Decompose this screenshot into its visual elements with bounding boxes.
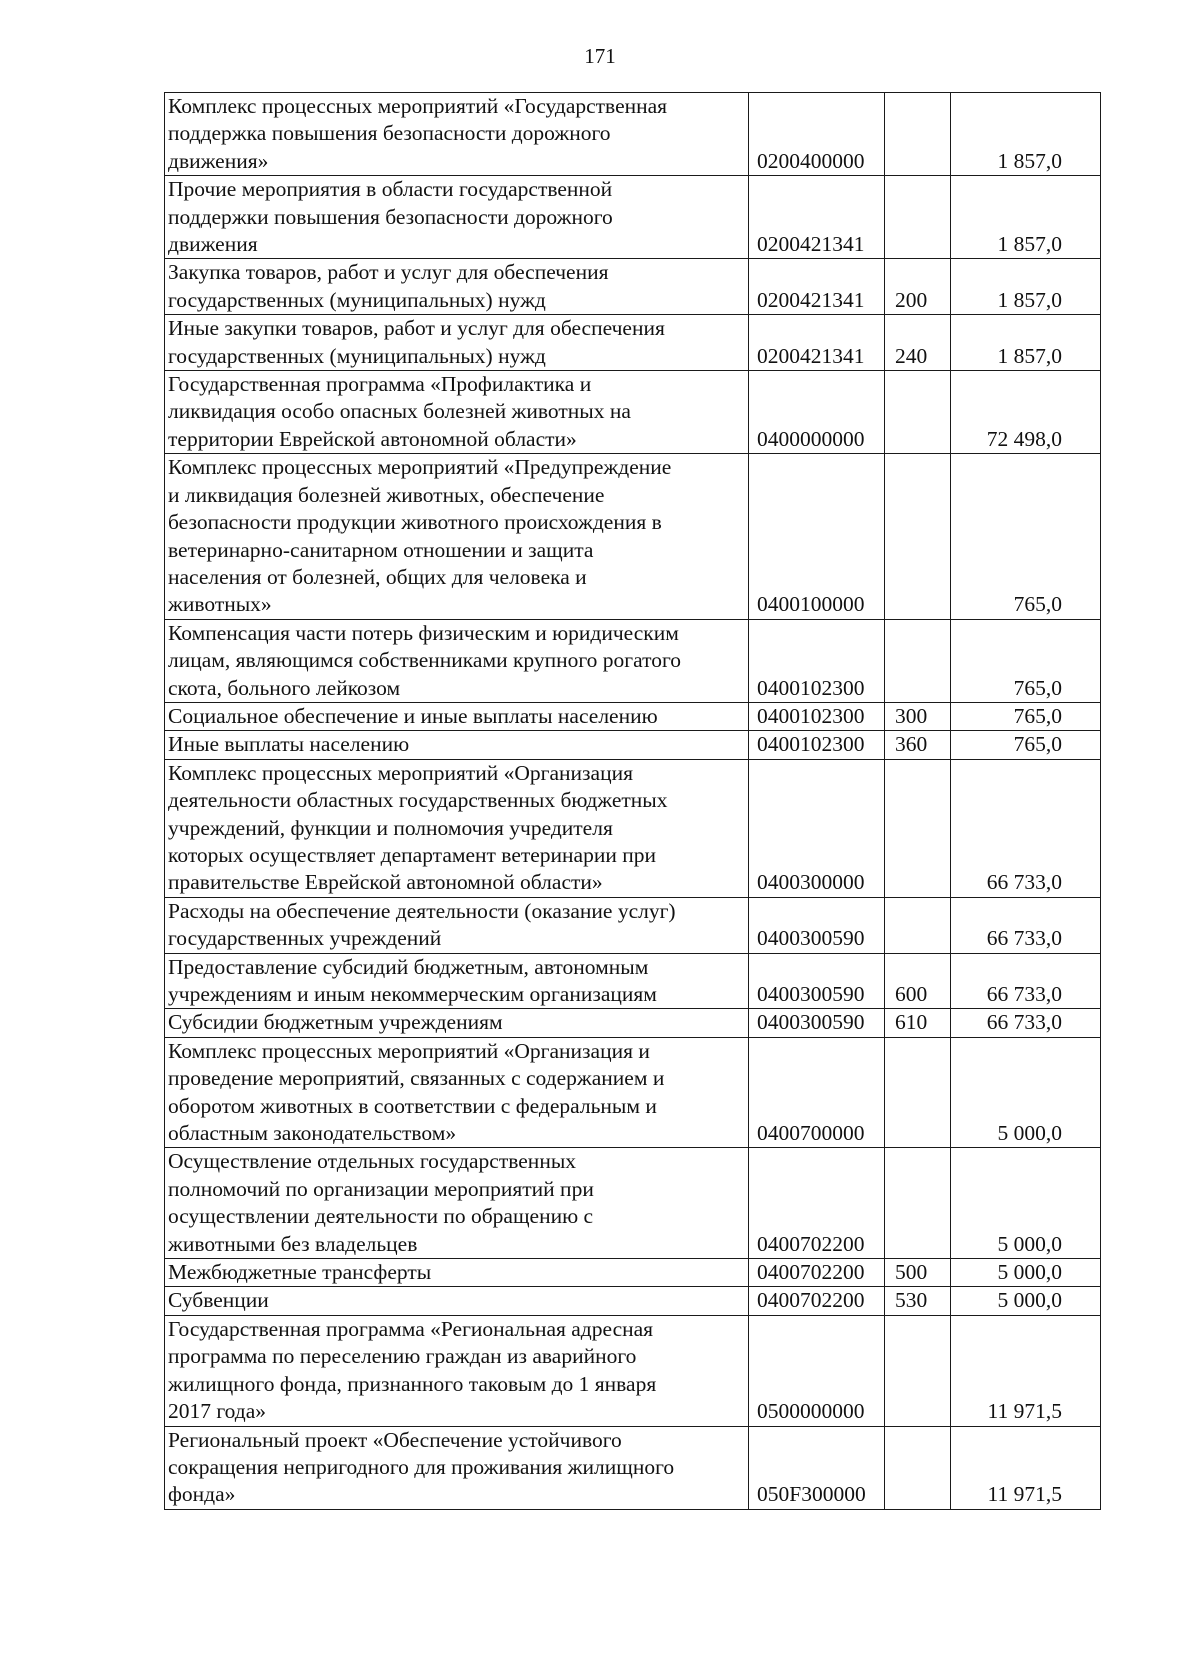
row-name-line: государственных (муниципальных) нужд: [168, 343, 546, 368]
expense-type-code: [885, 1426, 951, 1509]
table-row: [165, 1037, 1101, 1148]
amount-value: 72 498,0: [951, 371, 1101, 454]
target-article-code: 0400000000: [749, 371, 885, 454]
row-name-line: ветеринарно-санитарном отношении и защита: [168, 537, 594, 562]
row-name-line: населения от болезней, общих для человека и: [168, 564, 587, 589]
row-name-cell: [165, 259, 749, 315]
expense-type-code: 610: [885, 1009, 951, 1037]
row-name-line: Комплекс процессных мероприятий «Организация: [168, 760, 633, 785]
row-name-line: правительстве Еврейской автономной области»: [168, 870, 603, 895]
table-row: [165, 315, 1101, 371]
table-row: [165, 1259, 1101, 1287]
row-name-line: безопасности продукции животного происхождения в: [168, 510, 662, 535]
target-article-code: 0400702200: [749, 1148, 885, 1259]
row-name-cell: [165, 454, 749, 619]
budget-table-body: [165, 93, 1101, 1510]
expense-type-code: [885, 897, 951, 953]
row-name-line: областным законодательством»: [168, 1121, 457, 1146]
amount-value: 66 733,0: [951, 953, 1101, 1009]
amount-value: 11 971,5: [951, 1315, 1101, 1426]
target-article-code: 0200421341: [749, 259, 885, 315]
row-name-line: животных»: [168, 592, 272, 617]
page-number: 171: [584, 44, 616, 68]
row-name-cell: [165, 1287, 749, 1315]
row-name-line: деятельности областных государственных бюджетных: [168, 788, 668, 813]
expense-type-code: [885, 1148, 951, 1259]
row-name-line: скота, больного лейкозом: [168, 675, 401, 700]
row-name-line: движения»: [168, 148, 269, 173]
row-name-line: лицам, являющимся собственниками крупного рогатого: [168, 648, 681, 673]
target-article-code: 0400300590: [749, 1009, 885, 1037]
budget-table: [164, 92, 1101, 1510]
row-name-line: 2017 года»: [168, 1399, 267, 1424]
amount-value: 1 857,0: [951, 93, 1101, 176]
row-name-line: Осуществление отдельных государственных: [168, 1149, 577, 1174]
target-article-code: 0200400000: [749, 93, 885, 176]
target-article-code: 0400300000: [749, 759, 885, 897]
expense-type-code: 200: [885, 259, 951, 315]
row-name-cell: [165, 1259, 749, 1287]
row-name-line: Компенсация части потерь физическим и юридическим: [168, 620, 679, 645]
target-article-code: 0400702200: [749, 1287, 885, 1315]
row-name-line: проведение мероприятий, связанных с содержанием и: [168, 1066, 665, 1091]
row-name-cell: [165, 315, 749, 371]
table-row: [165, 454, 1101, 619]
amount-value: 765,0: [951, 702, 1101, 730]
amount-value: 5 000,0: [951, 1259, 1101, 1287]
table-row: [165, 759, 1101, 897]
target-article-code: 050F300000: [749, 1426, 885, 1509]
row-name-line: животными без владельцев: [168, 1231, 418, 1256]
row-name-cell: [165, 176, 749, 259]
expense-type-code: 500: [885, 1259, 951, 1287]
amount-value: 5 000,0: [951, 1148, 1101, 1259]
amount-value: 765,0: [951, 619, 1101, 702]
row-name-line: Прочие мероприятия в области государственной: [168, 177, 613, 202]
row-name-line: Комплекс процессных мероприятий «Предупреждение: [168, 455, 672, 480]
target-article-code: 0500000000: [749, 1315, 885, 1426]
expense-type-code: [885, 93, 951, 176]
row-name-line: территории Еврейской автономной области»: [168, 426, 577, 451]
expense-type-code: 240: [885, 315, 951, 371]
row-name-cell: [165, 897, 749, 953]
row-name-line: Субвенции: [168, 1288, 269, 1313]
table-row: [165, 1315, 1101, 1426]
row-name-cell: [165, 759, 749, 897]
expense-type-code: [885, 371, 951, 454]
table-row: [165, 1287, 1101, 1315]
row-name-line: осуществлении деятельности по обращению с: [168, 1204, 594, 1229]
row-name-line: Межбюджетные трансферты: [168, 1260, 432, 1285]
expense-type-code: 360: [885, 731, 951, 759]
row-name-cell: [165, 619, 749, 702]
amount-value: 765,0: [951, 454, 1101, 619]
target-article-code: 0400102300: [749, 731, 885, 759]
amount-value: 66 733,0: [951, 897, 1101, 953]
row-name-line: Иные закупки товаров, работ и услуг для обеспечения: [168, 316, 665, 341]
row-name-line: Комплекс процессных мероприятий «Государственная: [168, 94, 668, 118]
amount-value: 66 733,0: [951, 759, 1101, 897]
row-name-line: поддержка повышения безопасности дорожного: [168, 121, 611, 146]
amount-value: 5 000,0: [951, 1037, 1101, 1148]
target-article-code: 0400700000: [749, 1037, 885, 1148]
row-name-line: Расходы на обеспечение деятельности (оказание услуг): [168, 898, 676, 923]
row-name-cell: [165, 702, 749, 730]
row-name-line: ликвидация особо опасных болезней животных на: [168, 399, 631, 424]
amount-value: 1 857,0: [951, 176, 1101, 259]
target-article-code: 0400702200: [749, 1259, 885, 1287]
expense-type-code: [885, 454, 951, 619]
target-article-code: 0400102300: [749, 702, 885, 730]
expense-type-code: [885, 176, 951, 259]
row-name-cell: [165, 371, 749, 454]
target-article-code: 0400300590: [749, 953, 885, 1009]
table-row: [165, 1426, 1101, 1509]
row-name-line: фонда»: [168, 1482, 236, 1507]
row-name-cell: [165, 1148, 749, 1259]
row-name-line: Государственная программа «Профилактика и: [168, 372, 592, 397]
amount-value: 5 000,0: [951, 1287, 1101, 1315]
target-article-code: 0200421341: [749, 315, 885, 371]
row-name-cell: [165, 93, 749, 176]
row-name-line: движения: [168, 232, 258, 257]
row-name-line: и ликвидация болезней животных, обеспечение: [168, 482, 605, 507]
table-row: [165, 731, 1101, 759]
table-row: [165, 897, 1101, 953]
table-row: [165, 702, 1101, 730]
row-name-line: государственных учреждений: [168, 926, 442, 951]
expense-type-code: 600: [885, 953, 951, 1009]
row-name-line: Социальное обеспечение и иные выплаты населению: [168, 703, 658, 728]
row-name-line: Предоставление субсидий бюджетным, автономным: [168, 954, 649, 979]
row-name-line: Государственная программа «Региональная адресная: [168, 1316, 654, 1341]
row-name-line: оборотом животных в соответствии с федеральным и: [168, 1093, 657, 1118]
table-row: [165, 953, 1101, 1009]
row-name-cell: [165, 953, 749, 1009]
row-name-line: программа по переселению граждан из аварийного: [168, 1344, 637, 1369]
target-article-code: 0400300590: [749, 897, 885, 953]
expense-type-code: 530: [885, 1287, 951, 1315]
row-name-line: Субсидии бюджетным учреждениям: [168, 1010, 503, 1035]
row-name-cell: [165, 1315, 749, 1426]
row-name-line: сокращения непригодного для проживания жилищного: [168, 1454, 675, 1479]
amount-value: 11 971,5: [951, 1426, 1101, 1509]
expense-type-code: [885, 1037, 951, 1148]
row-name-line: Комплекс процессных мероприятий «Организация и: [168, 1038, 650, 1063]
row-name-cell: [165, 1037, 749, 1148]
row-name-line: государственных (муниципальных) нужд: [168, 287, 546, 312]
target-article-code: 0200421341: [749, 176, 885, 259]
table-row: [165, 93, 1101, 176]
table-row: [165, 619, 1101, 702]
row-name-line: которых осуществляет департамент ветеринарии при: [168, 842, 657, 867]
row-name-line: Закупка товаров, работ и услуг для обеспечения: [168, 260, 609, 285]
row-name-cell: [165, 731, 749, 759]
row-name-line: Региональный проект «Обеспечение устойчивого: [168, 1427, 622, 1452]
target-article-code: 0400100000: [749, 454, 885, 619]
expense-type-code: [885, 1315, 951, 1426]
row-name-line: учреждений, функции и полномочия учредителя: [168, 815, 613, 840]
amount-value: 1 857,0: [951, 259, 1101, 315]
row-name-line: жилищного фонда, признанного таковым до 1 января: [168, 1371, 657, 1396]
row-name-cell: [165, 1426, 749, 1509]
budget-table-container: [164, 92, 1101, 1510]
target-article-code: 0400102300: [749, 619, 885, 702]
row-name-cell: [165, 1009, 749, 1037]
table-row: [165, 1009, 1101, 1037]
row-name-line: поддержки повышения безопасности дорожного: [168, 204, 613, 229]
expense-type-code: [885, 619, 951, 702]
table-row: [165, 371, 1101, 454]
amount-value: 765,0: [951, 731, 1101, 759]
row-name-line: Иные выплаты населению: [168, 732, 410, 757]
row-name-line: учреждениям и иным некоммерческим организациям: [168, 982, 657, 1006]
table-row: [165, 176, 1101, 259]
amount-value: 1 857,0: [951, 315, 1101, 371]
expense-type-code: [885, 759, 951, 897]
table-row: [165, 259, 1101, 315]
amount-value: 66 733,0: [951, 1009, 1101, 1037]
table-row: [165, 1148, 1101, 1259]
row-name-line: полномочий по организации мероприятий при: [168, 1176, 594, 1201]
expense-type-code: 300: [885, 702, 951, 730]
